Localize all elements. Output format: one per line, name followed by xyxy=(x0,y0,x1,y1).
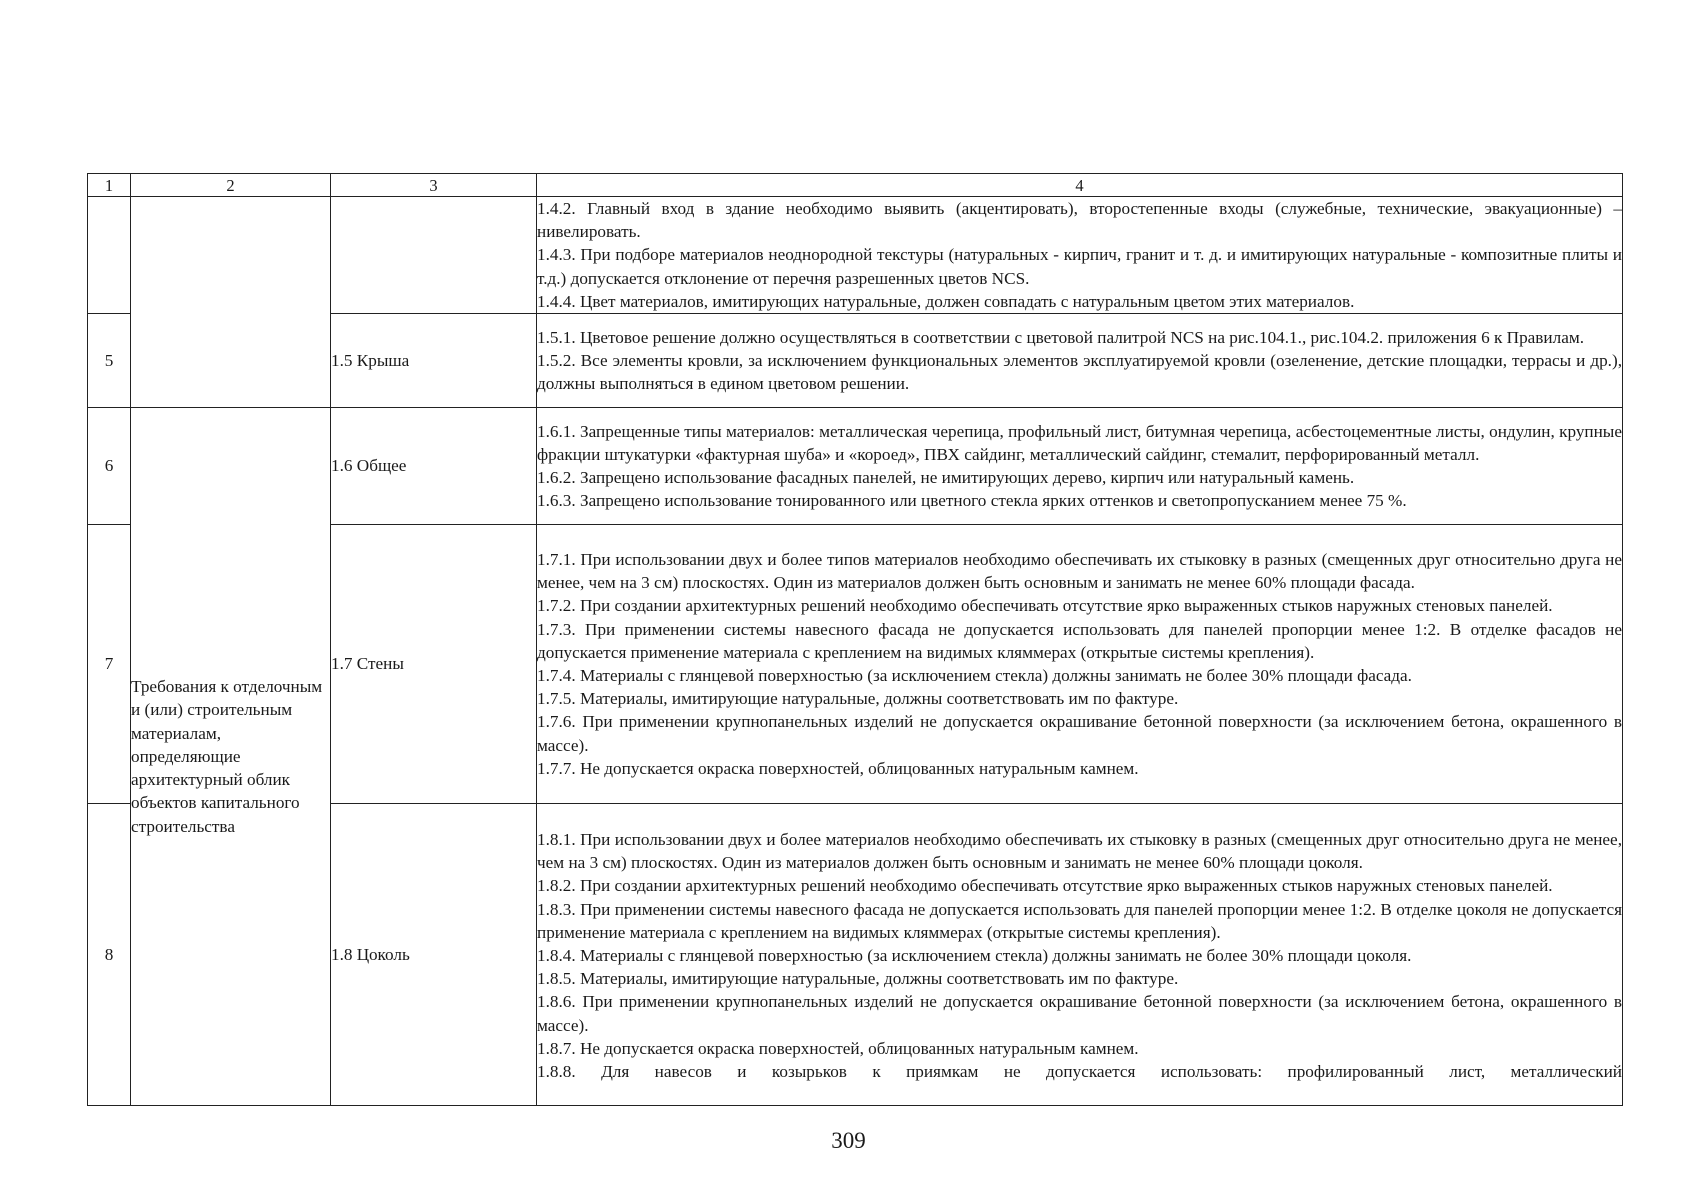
requirement-item: 1.8.4. Материалы с глянцевой поверхностью (за исключением стекла) должны занимать не более 30% площади цоколя. xyxy=(537,946,1412,966)
requirement-item: 1.4.3. При подборе материалов неоднородной текстуры (натуральных - кирпич, гранит и т. д. и имитирующих натуральные - композитные плиты и т.д.) допускается отклонение от перечня разрешенных цветов NCS. xyxy=(537,245,1622,288)
requirement-item: 1.5.1. Цветовое решение должно осуществляться в соответствии с цветовой палитрой NCS на рис.104.1., рис.104.2. приложения 6 к Правилам. xyxy=(537,327,1584,347)
section-name: 1.7 Стены xyxy=(331,525,537,804)
requirements-cell xyxy=(537,408,1623,525)
section-name: 1.8 Цоколь xyxy=(331,804,537,1106)
section-name: 1.5 Крыша xyxy=(331,314,537,408)
requirement-item: 1.8.7. Не допускается окраска поверхностей, облицованных натуральным камнем. xyxy=(537,1038,1139,1058)
requirement-item: 1.6.2. Запрещено использование фасадных панелей, не имитирующих дерево, кирпич или натуральный камень. xyxy=(537,468,1355,488)
requirement-item: 1.6.3. Запрещено использование тонированного или цветного стекла ярких оттенков и светопропусканием менее 75 %. xyxy=(537,491,1407,511)
requirements-cell xyxy=(537,197,1623,314)
header-cell: 3 xyxy=(331,174,537,197)
requirement-item: 1.8.2. При создании архитектурных решений необходимо обеспечивать отсутствие ярко выраженных стыков наружных стеновых панелей. xyxy=(537,876,1553,896)
requirements-cell xyxy=(537,525,1623,804)
requirement-item: 1.6.1. Запрещенные типы материалов: металлическая черепица, профильный лист, битумная черепица, асбестоцементные листы, ондулин, крупные фракции штукатурки «фактурная шуба» и «короед», ПВХ сайдинг, металлический сайдинг, стемалит, перфорированный металл. xyxy=(537,421,1622,464)
requirement-item: 1.5.2. Все элементы кровли, за исключением функциональных элементов эксплуатируемой кровли (озеленение, детские площадки, террасы и др.), должны выполняться в едином цветовом решении. xyxy=(537,350,1622,394)
requirement-item: 1.7.6. При применении крупнопанельных изделий не допускается окрашивание бетонной поверхности (за исключением бетона, окрашенного в массе). xyxy=(537,712,1622,755)
category-cell: Требования к отделочным и (или) строительным материалам, определяющие архитектурный облик объектов капитального строительства xyxy=(131,408,331,1106)
table-header-row xyxy=(88,174,1623,197)
requirement-item: 1.4.2. Главный вход в здание необходимо выявить (акцентировать), второстепенные входы (служебные, технические, эвакуационные) – нивелировать. xyxy=(537,199,1622,242)
requirement-item: 1.8.3. При применении системы навесного фасада не допускается использовать для панелей пропорции менее 1:2. В отделке цоколя не допускается применение материала с креплением на видимых кляммерах (открытые системы крепления). xyxy=(537,899,1622,942)
requirement-item: 1.4.4. Цвет материалов, имитирующих натуральные, должен совпадать с натуральным цветом этих материалов. xyxy=(537,291,1355,311)
row-number: 5 xyxy=(88,314,131,408)
requirements-cell xyxy=(537,314,1623,408)
row-number xyxy=(88,197,131,314)
table-row xyxy=(88,408,1623,525)
requirement-item: 1.8.5. Материалы, имитирующие натуральные, должны соответствовать им по фактуре. xyxy=(537,969,1179,989)
regulations-table xyxy=(87,173,1623,1106)
category-cell-empty xyxy=(131,197,331,408)
requirement-item: 1.7.5. Материалы, имитирующие натуральные, должны соответствовать им по фактуре. xyxy=(537,689,1179,709)
requirement-item: 1.8.1. При использовании двух и более материалов необходимо обеспечивать их стыковку в разных (смещенных друг относительно друга не менее, чем на 3 см) плоскостях. Один из материалов должен быть основным и занимать не менее 60% площади цоколя. xyxy=(537,830,1622,873)
requirement-item-truncated: 1.8.8. Для навесов и козырьков к приямкам не допускается использовать: профилированный лист, металлический xyxy=(537,1062,1622,1082)
row-number: 6 xyxy=(88,408,131,525)
requirement-item: 1.7.2. При создании архитектурных решений необходимо обеспечивать отсутствие ярко выраженных стыков наружных стеновых панелей. xyxy=(537,596,1553,616)
section-name: 1.6 Общее xyxy=(331,408,537,525)
requirement-item: 1.8.6. При применении крупнопанельных изделий не допускается окрашивание бетонной поверхности (за исключением бетона, окрашенного в массе). xyxy=(537,992,1622,1035)
requirements-cell xyxy=(537,804,1623,1106)
section-name xyxy=(331,197,537,314)
requirement-item: 1.7.1. При использовании двух и более типов материалов необходимо обеспечивать их стыковку в разных (смещенных друг относительно друга не менее, чем на 3 см) плоскостях. Один из материалов должен быть основным и занимать не менее 60% площади фасада. xyxy=(537,550,1622,593)
requirement-item: 1.7.3. При применении системы навесного фасада не допускается использовать для панелей пропорции менее 1:2. В отделке фасадов не допускается применение материала с креплением на видимых кляммерах (открытые системы крепления). xyxy=(537,619,1622,662)
header-cell: 2 xyxy=(131,174,331,197)
page-number: 309 xyxy=(831,1128,866,1153)
table-row xyxy=(88,197,1623,314)
header-cell: 4 xyxy=(537,174,1623,197)
row-number: 7 xyxy=(88,525,131,804)
row-number: 8 xyxy=(88,804,131,1106)
header-cell: 1 xyxy=(88,174,131,197)
requirement-item: 1.7.4. Материалы с глянцевой поверхностью (за исключением стекла) должны занимать не более 30% площади фасада. xyxy=(537,666,1412,686)
requirement-item: 1.7.7. Не допускается окраска поверхностей, облицованных натуральным камнем. xyxy=(537,758,1139,778)
